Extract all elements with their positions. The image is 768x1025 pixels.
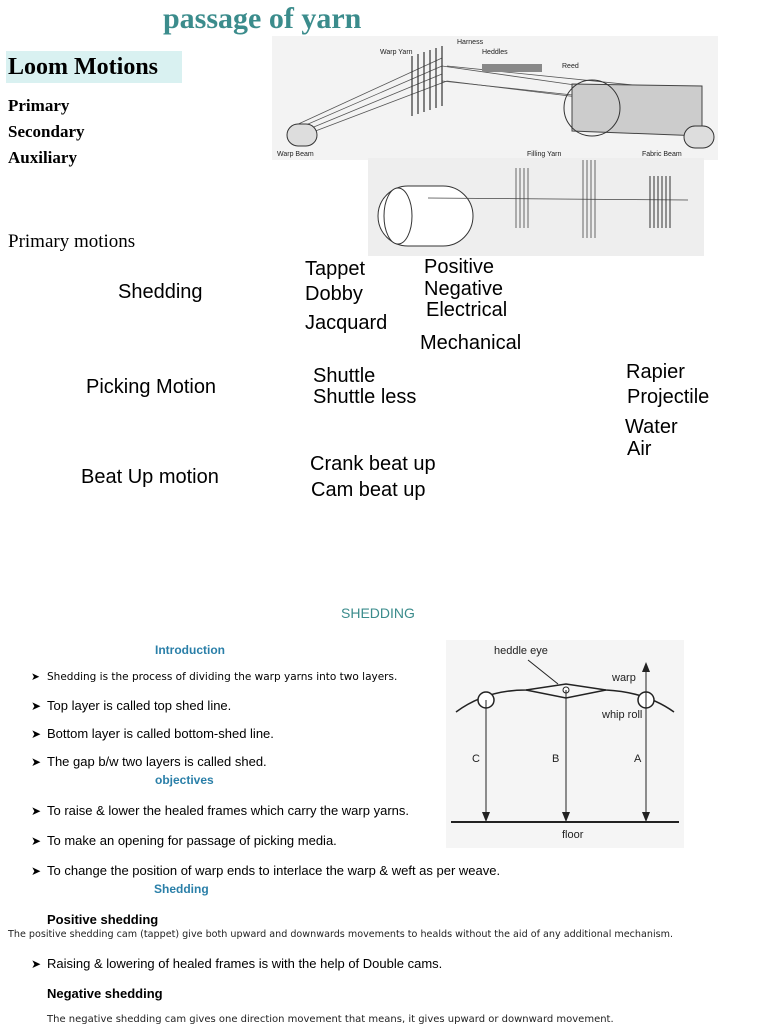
- beatup-type-crank: Crank beat up: [310, 453, 436, 475]
- picking-kind-water: Water: [625, 416, 678, 438]
- picking-kind-air: Air: [627, 438, 652, 460]
- positive-shedding-heading: Positive shedding: [47, 912, 159, 927]
- picking-kind-projectile: Projectile: [627, 386, 710, 408]
- shedding-kind-electrical: Electrical: [426, 299, 508, 321]
- negative-shedding-heading: Negative shedding: [47, 986, 163, 1001]
- page-title: passage of yarn: [163, 2, 362, 35]
- primary-motions-heading: Primary motions: [8, 231, 136, 252]
- label-a: A: [634, 753, 642, 765]
- intro-bullet-1: ➤ Shedding is the process of dividing the warp yarns into two layers.: [31, 671, 398, 683]
- label-whip-roll: whip roll: [602, 709, 643, 721]
- loom-motions-heading: Loom Motions: [6, 51, 182, 83]
- motion-type-auxiliary: Auxiliary: [8, 148, 77, 167]
- intro-bullet-2: ➤ Top layer is called top shed line.: [31, 698, 232, 713]
- label-floor: floor: [562, 829, 584, 841]
- label-reed: Reed: [562, 63, 579, 70]
- shedding-type-jacquard: Jacquard: [305, 312, 388, 334]
- label-filling-yarn: Filling Yarn: [527, 151, 562, 158]
- picking-type-shuttle: Shuttle: [313, 365, 376, 387]
- objectives-heading: objectives: [155, 773, 214, 787]
- shed-geometry-diagram: [446, 640, 684, 848]
- beat-up-motion-label: Beat Up motion: [81, 466, 219, 488]
- motion-type-secondary: Secondary: [8, 122, 85, 141]
- shedding-type-tappet: Tappet: [305, 258, 366, 280]
- introduction-heading: Introduction: [155, 643, 225, 657]
- picking-motion-label: Picking Motion: [86, 376, 217, 398]
- intro-bullet-4: ➤ The gap b/w two layers is called shed.: [31, 754, 267, 769]
- picking-type-shuttle-less: Shuttle less: [313, 386, 417, 408]
- label-harness: Harness: [457, 39, 484, 46]
- label-heddle-eye: heddle eye: [494, 645, 548, 657]
- positive-bullet: ➤ Raising & lowering of healed frames is with the help of Double cams.: [31, 956, 443, 971]
- label-heddles: Heddles: [482, 49, 508, 56]
- label-c: C: [472, 753, 480, 765]
- objective-bullet-3: ➤ To change the position of warp ends to interlace the warp & weft as per weave.: [31, 863, 501, 878]
- shedding-kind-positive: Positive: [424, 256, 495, 278]
- shedding-subheading: Shedding: [154, 882, 209, 896]
- label-warp-beam: Warp Beam: [277, 151, 314, 158]
- shedding-kind-negative: Negative: [424, 278, 503, 300]
- positive-shedding-text: The positive shedding cam (tappet) give both upward and downwards movements to healds without the aid of any additional mechanism.: [8, 929, 674, 940]
- picking-kind-rapier: Rapier: [626, 361, 685, 383]
- shedding-kind-mechanical: Mechanical: [420, 332, 522, 354]
- label-warp-yarn: Warp Yarn: [380, 49, 413, 56]
- label-warp: warp: [612, 672, 636, 684]
- loom-warp-passage-figure: [272, 36, 718, 160]
- negative-shedding-text: The negative shedding cam gives one direction movement that means, it gives upward or downward movement.: [47, 1014, 614, 1025]
- label-fabric-beam: Fabric Beam: [642, 151, 682, 158]
- intro-bullet-3: ➤ Bottom layer is called bottom-shed line.: [31, 726, 274, 741]
- shedding-label: Shedding: [118, 281, 203, 303]
- objective-bullet-2: ➤ To make an opening for passage of picking media.: [31, 833, 337, 848]
- shedding-type-dobby: Dobby: [305, 283, 363, 305]
- label-b: B: [552, 753, 560, 765]
- motion-type-primary: Primary: [8, 96, 70, 115]
- shedding-section-heading: SHEDDING: [341, 605, 415, 621]
- beatup-type-cam: Cam beat up: [311, 479, 426, 501]
- weaving-sequence-figure: [368, 158, 704, 256]
- objective-bullet-1: ➤ To raise & lower the healed frames which carry the warp yarns.: [31, 803, 409, 818]
